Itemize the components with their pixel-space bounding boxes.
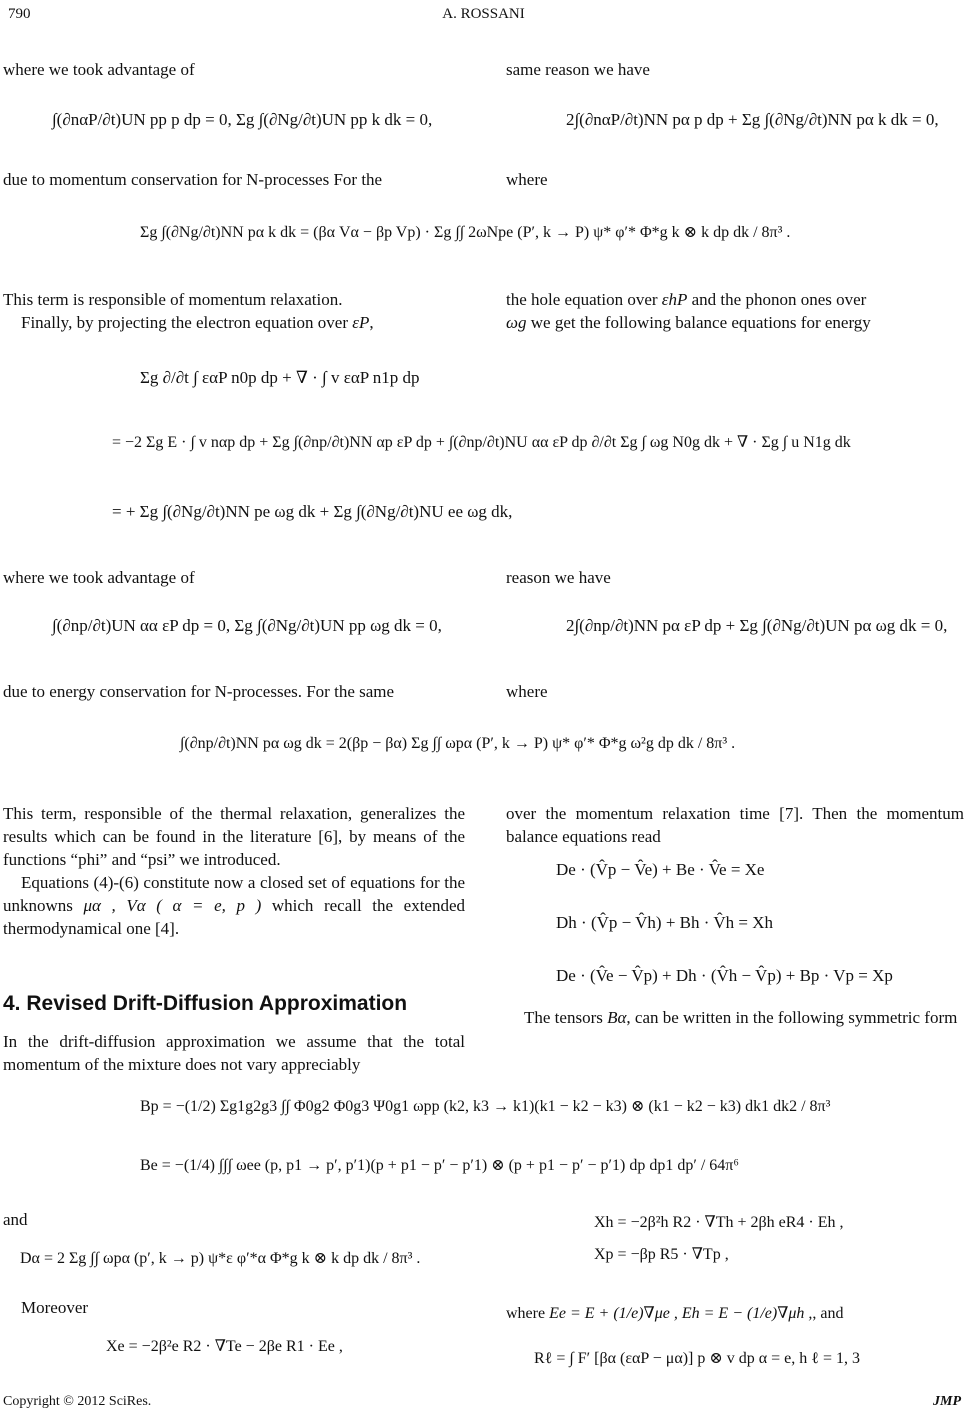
equation-momentum-balance-phonon: De · (V̂e − V̂p) + Dh · (V̂h − V̂p) + Bp · Vp = Xp — [556, 966, 893, 985]
omega-g-symbol: ωg — [506, 313, 527, 332]
effective-fields-expression: Ee = E + (1/e)∇μe , Eh = E − (1/e)∇μh , — [549, 1305, 813, 1322]
epsilon-h-symbol: εhP — [661, 290, 688, 309]
left-text-2 — [3, 168, 465, 191]
right-text-1 — [506, 58, 964, 81]
paragraph — [506, 288, 964, 311]
paragraph: In the drift-diffusion approximation we assume that the total momentum of the mixture does not vary appreciably — [3, 1032, 465, 1074]
paragraph: where we took advantage of — [3, 568, 195, 587]
text-run: Equations (4)-(6) constitute now a closed set of equations for the unknowns — [3, 873, 465, 915]
right-text-4 — [506, 566, 964, 589]
left-text-3 — [3, 288, 465, 334]
right-text-8 — [506, 1302, 964, 1325]
paragraph: same reason we have — [506, 60, 650, 79]
text-run: where — [506, 1305, 546, 1322]
right-text-5 — [506, 680, 964, 703]
equation-energy-line-1: Σg ∂/∂t ∫ εαP n0p dp + ∇ · ∫ v εαP n1p dp — [140, 368, 420, 387]
equation-thermal-relaxation: ∫(∂np/∂t)NN pα ωg dk = 2(βp − βα) Σg ∫∫ ωpα (P′, k → P) ψ* φ′* Φ*g ω²g dp dk / 8π³ . — [180, 735, 736, 752]
text-run: The tensors — [524, 1008, 603, 1027]
equation-momentum-balance-hole: Dh · (V̂p − V̂h) + Bh · V̂h = Xh — [556, 913, 774, 932]
text-run: , can be written in the following symmetric form — [626, 1008, 958, 1027]
right-text-3 — [506, 288, 964, 334]
equation-momentum-relaxation: Σg ∫(∂Ng/∂t)NN pα k dk = (βα Vα − βp Vp) · Σg ∫∫ 2ωNpe (P′, k → P) ψ* φ′* Φ*g k ⊗ k dp dk / 8π³ . — [140, 224, 791, 241]
left-text-1 — [3, 58, 465, 81]
left-text-4 — [3, 566, 465, 589]
equation-momentum-umklapp: ∫(∂nαP/∂t)UN pp p dp = 0, Σg ∫(∂Ng/∂t)UN pp k dk = 0, — [52, 110, 433, 129]
paragraph: where — [506, 682, 548, 701]
copyright-notice: Copyright © 2012 SciRes. — [3, 1394, 152, 1409]
text-run: and the phonon ones over — [691, 290, 867, 309]
text-run: Finally, by projecting the electron equation over — [21, 313, 348, 332]
equation-momentum-normal: 2∫(∂nαP/∂t)NN pα p dp + Σg ∫(∂Ng/∂t)NN pα k dk = 0, — [566, 110, 939, 129]
running-head-author: A. ROSSANI — [442, 6, 525, 22]
text-run: the hole equation over — [506, 290, 658, 309]
text-run: we get the following balance equations for energy — [530, 313, 871, 332]
paragraph — [506, 311, 964, 334]
epsilon-p-symbol: εP — [352, 313, 370, 332]
equation-energy-line-2: = −2 Σg E · ∫ v nαp dp + Σg ∫(∂np/∂t)NN αp εP dp + ∫(∂np/∂t)NU αα εP dp ∂/∂t Σg ∫ ωg N0g dk + ∇ · Σg ∫ u N1g dk — [112, 434, 851, 451]
paragraph: over the momentum relaxation time [7]. Then the momentum balance equations read — [506, 804, 964, 846]
equation-x-phonon: Xp = −βp R5 · ∇Tp , — [594, 1246, 729, 1263]
equation-b-phonon: Bp = −(1/2) Σg1g2g3 ∫∫ Φ0g2 Φ0g3 Ψ0g1 ωpp (k2, k3 → k1)(k1 − k2 − k3) ⊗ (k1 − k2 − k3) dk1 dk2 / 8π³ — [140, 1098, 831, 1115]
text-run: which recall the extended thermodynamical one [4]. — [3, 896, 466, 938]
right-text-7 — [506, 1006, 964, 1029]
right-text-6 — [506, 802, 964, 848]
paragraph: due to energy conservation for N-processes. For the same — [3, 682, 395, 701]
paragraph: due to momentum conservation for N-processes For the — [3, 170, 383, 189]
right-text-2 — [506, 168, 964, 191]
paragraph: Finally, by projecting the electron equation over εP, — [21, 313, 374, 332]
left-text-5 — [3, 680, 465, 703]
paragraph: where — [506, 170, 548, 189]
paragraph — [506, 1006, 964, 1029]
equation-x-electron: Xe = −2β²e R2 · ∇Te − 2βe R1 · Ee , — [106, 1338, 343, 1355]
paragraph: and — [3, 1210, 28, 1229]
paragraph: reason we have — [506, 568, 611, 587]
left-text-8 — [3, 1208, 465, 1231]
equation-b-electron: Be = −(1/4) ∫∫∫ ωee (p, p1 → p′, p′1)(p + p1 − p′ − p′1) ⊗ (p + p1 − p′ − p′1) dp dp1 dp′ / 64π⁶ — [140, 1157, 739, 1174]
journal-abbreviation: JMP — [933, 1394, 961, 1409]
paragraph — [506, 1302, 964, 1325]
left-text-7 — [3, 1030, 465, 1076]
equation-energy-line-3: = + Σg ∫(∂Ng/∂t)NN pe ωg dk + Σg ∫(∂Ng/∂t)NU ee ωg dk, — [112, 502, 513, 521]
left-text-6 — [3, 802, 465, 940]
text-run: , and — [812, 1305, 844, 1322]
equation-energy-normal: 2∫(∂np/∂t)NN pα εP dp + Σg ∫(∂Ng/∂t)UN pα ωg dk = 0, — [566, 616, 948, 635]
equation-r-ell: Rℓ = ∫ F′ [βα (εαP − μα)] p ⊗ v dp α = e, h ℓ = 1, 3 — [534, 1350, 860, 1367]
paragraph — [3, 871, 465, 940]
paragraph: Moreover — [21, 1298, 89, 1317]
b-alpha-symbol: Bα — [607, 1008, 627, 1027]
paragraph: This term is responsible of momentum relaxation. — [3, 290, 343, 309]
page-number: 790 — [8, 6, 31, 22]
unknowns-expression: μα , Vα ( α = e, p ) — [83, 896, 262, 915]
equation-d-alpha: Dα = 2 Σg ∫∫ ωpα (p′, k → p) ψ*ε φ′*α Φ*g k ⊗ k dp dk / 8π³ . — [20, 1250, 421, 1267]
equation-x-hole: Xh = −2β²h R2 · ∇Th + 2βh eR4 · Eh , — [594, 1214, 844, 1231]
paragraph: This term, responsible of the thermal relaxation, generalizes the results which can be found in the literature [6], by means of the functions “phi” and “psi” we introduced. — [3, 804, 465, 869]
left-text-9 — [3, 1296, 465, 1319]
equation-momentum-balance-electron: De · (V̂p − V̂e) + Be · V̂e = Xe — [556, 860, 765, 879]
section-heading: 4. Revised Drift-Diffusion Approximation — [3, 992, 408, 1015]
equation-energy-umklapp: ∫(∂np/∂t)UN αα εP dp = 0, Σg ∫(∂Ng/∂t)UN pp ωg dk = 0, — [52, 616, 442, 635]
paragraph: where we took advantage of — [3, 60, 195, 79]
